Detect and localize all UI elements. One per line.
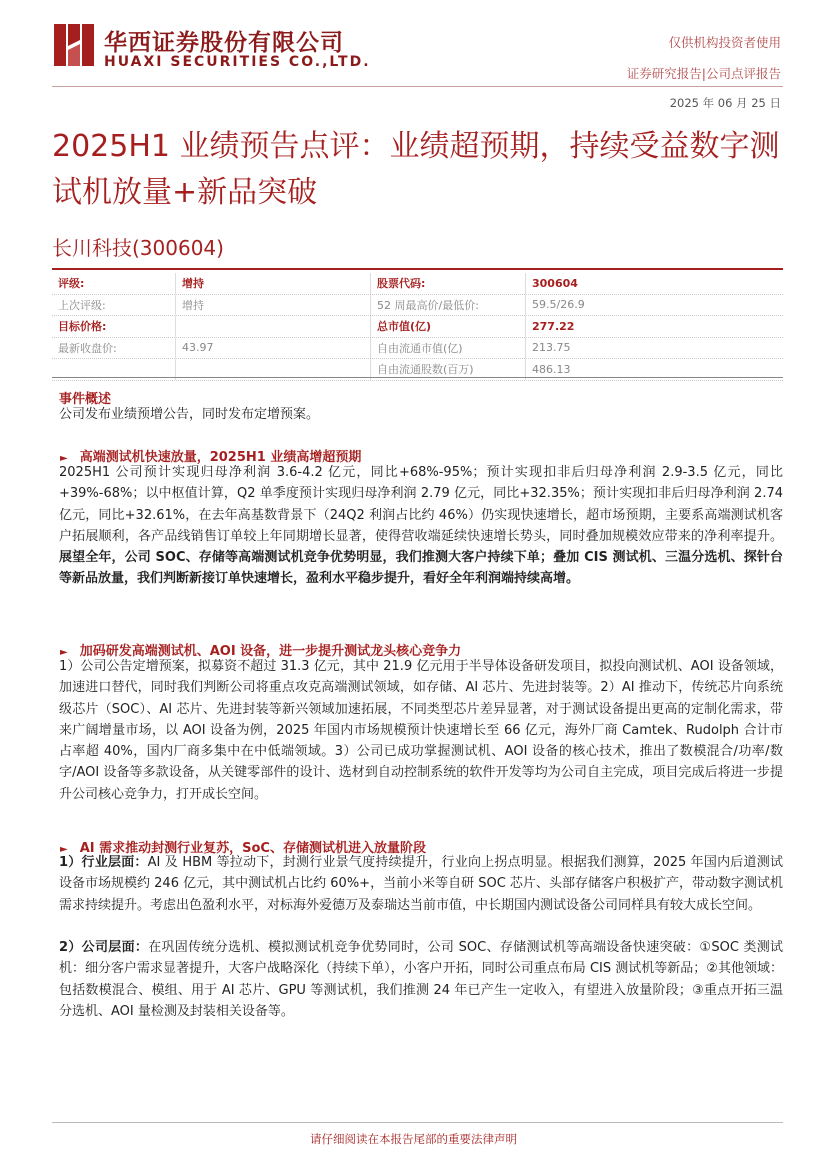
footer-divider (52, 1122, 783, 1123)
audience-note: 仅供机构投资者使用 (668, 35, 781, 50)
legal-notice: 请仔细阅读在本报告尾部的重要法律声明 (310, 1132, 517, 1146)
report-date: 2025 年 06 月 25 日 (669, 96, 781, 110)
table-row (52, 316, 783, 338)
company-name-en: HUAXI SECURITIES CO.,LTD. (104, 54, 371, 70)
table-row (52, 273, 783, 295)
company-label: 2）公司层面： (59, 940, 149, 955)
table-cell: 评级: (58, 277, 85, 291)
title-divider (52, 268, 783, 270)
table-cell: 300604 (525, 273, 783, 294)
table-cell: 增持 (175, 295, 370, 316)
report-type: 证券研究报告|公司点评报告 (626, 66, 781, 81)
section-2-title: 加码研发高端测试机、AOI 设备，进一步提升测试龙头核心竞争力 (79, 644, 462, 659)
industry-text: AI 及 HBM 等拉动下，封测行业景气度持续提升，行业向上拐点明显。根据我们测算，2025 年国内后道测试设备市场规模约 246 亿元，其中测试机占比约 60%+，当前小米等自研 SOC 芯片、头部存储客户积极扩产，带动数字测试机需求持续提升。考虑出色盈利水平，对标海外爱德万及泰瑞达当前市值，中长期国内测试设备公司同样具有较大成长空间。 (59, 855, 783, 913)
table-cell: 43.97 (175, 338, 370, 359)
stock-info-table (52, 273, 783, 381)
bullet-icon: ► (60, 453, 68, 464)
header-divider (52, 86, 783, 87)
stock-name: 长川科技(300604) (52, 236, 224, 260)
bullet-icon: ► (60, 844, 68, 855)
section-3-title: AI 需求推动封测行业复苏，SoC、存储测试机进入放量阶段 (79, 841, 426, 856)
section-1-text: 2025H1 公司预计实现归母净利润 3.6-4.2 亿元，同比+68%-95%；预计实现扣非后归母净利润 2.9-3.5 亿元，同比+39%-68%；以中枢值计算，Q2 单季度预计实现归母净利润 2.79 亿元，同比+32.35%；预计实现扣非后归母净利润 2.74 亿元，同比+32.61%，在去年高基数背景下（24Q2 利润占比约 46%）仍实现快速增长，超市场预期，主要系高端测试机客户拓展顺利，各产品线销售订单较上年同期增长显著，使得营收端延续快速增长势头，同时叠加规模效应带来的净利率提升。 (59, 465, 783, 544)
table-cell: 上次评级: (58, 298, 106, 312)
bullet-icon: ► (60, 647, 68, 658)
table-cell (175, 316, 370, 337)
table-cell: 52 周最高价/最低价: (370, 295, 525, 316)
event-text: 公司发布业绩预增公告，同时发布定增预案。 (59, 407, 320, 422)
section-2-paragraph: 1）公司公告定增预案，拟募资不超过 31.3 亿元，其中 21.9 亿元用于半导体设备研发项目，拟投向测试机、AOI 设备领域，加速进口替代，同时我们判断公司将重点攻克高端测试领域，如存储、AI 芯片、先进封装等。2）AI 推动下，传统芯片向系统级芯片（SOC）、AI 芯片、先进封装等新兴领域加速拓展，不同类型芯片差异显著，对于测试设备提出更高的定制化需求，带来广阔增量市场，以 AOI 设备为例，2025 年国内市场规模预计快速增长至 66 亿元，海外厂商 Camtek、Rudolph 合计市占率超 40%，国内厂商多集中在中低端领域。3）公司已成功掌握测试机、AOI 设备的核心技术，推出了数模混合/功率/数字/AOI 设备等多款设备，从关键零部件的设计、选材到自动控制系统的软件开发等均为公司自主完成，项目完成后将进一步提升公司核心竞争力，打开成长空间。 (59, 659, 783, 802)
section-3-paragraph-1 (59, 852, 783, 916)
table-cell: 总市值(亿) (370, 316, 525, 337)
section-1-bold-text: 展望全年，公司 SOC、存储等高端测试机竞争优势明显，我们推测大客户持续下单；叠加 CIS 测试机、三温分选机、探针台等新品放量，我们判断新接订单快速增长，盈利水平稳步提升，看好全年利润端持续高增。 (59, 550, 783, 587)
event-heading: 事件概述 (59, 392, 112, 407)
company-text: 在巩固传统分选机、模拟测试机竞争优势同时，公司 SOC、存储测试机等高端设备快速突破：①SOC 类测试机：细分客户需求显著提升，大客户战略深化（持续下单），小客户开拓，同时公司重点布局 CIS 测试机等新品；②其他领域：包括数模混合、模组、用于 AI 芯片、GPU 等测试机，我们推测 24 年已产生一定收入，有望进入放量阶段；③重点开拓三温分选机、AOI 量检测及封装相关设备等。 (59, 940, 783, 1019)
table-cell: 213.75 (525, 338, 783, 359)
table-row (52, 295, 783, 317)
industry-label: 1）行业层面： (59, 855, 148, 870)
table-cell: 最新收盘价: (58, 341, 117, 355)
table-cell: 股票代码: (370, 273, 525, 294)
table-cell: 59.5/26.9 (525, 295, 783, 316)
section-3-paragraph-2 (59, 937, 783, 1022)
table-cell: 486.13 (525, 359, 783, 380)
table-row (52, 338, 783, 360)
huaxi-logo-icon (52, 20, 96, 70)
table-cell: 自由流通股数(百万) (370, 359, 525, 380)
section-1-title: 高端测试机快速放量，2025H1 业绩高增超预期 (79, 450, 362, 465)
company-name-cn: 华西证券股份有限公司 (104, 30, 344, 56)
report-title: 2025H1 业绩预告点评：业绩超预期，持续受益数字测试机放量+新品突破 (52, 129, 780, 210)
section-1-paragraph (59, 462, 783, 590)
table-cell: 自由流通市值(亿) (370, 338, 525, 359)
table-cell: 目标价格: (58, 320, 107, 334)
table-cell: 增持 (175, 273, 370, 294)
table-bottom-rule (52, 377, 783, 378)
table-cell: 277.22 (525, 316, 783, 337)
